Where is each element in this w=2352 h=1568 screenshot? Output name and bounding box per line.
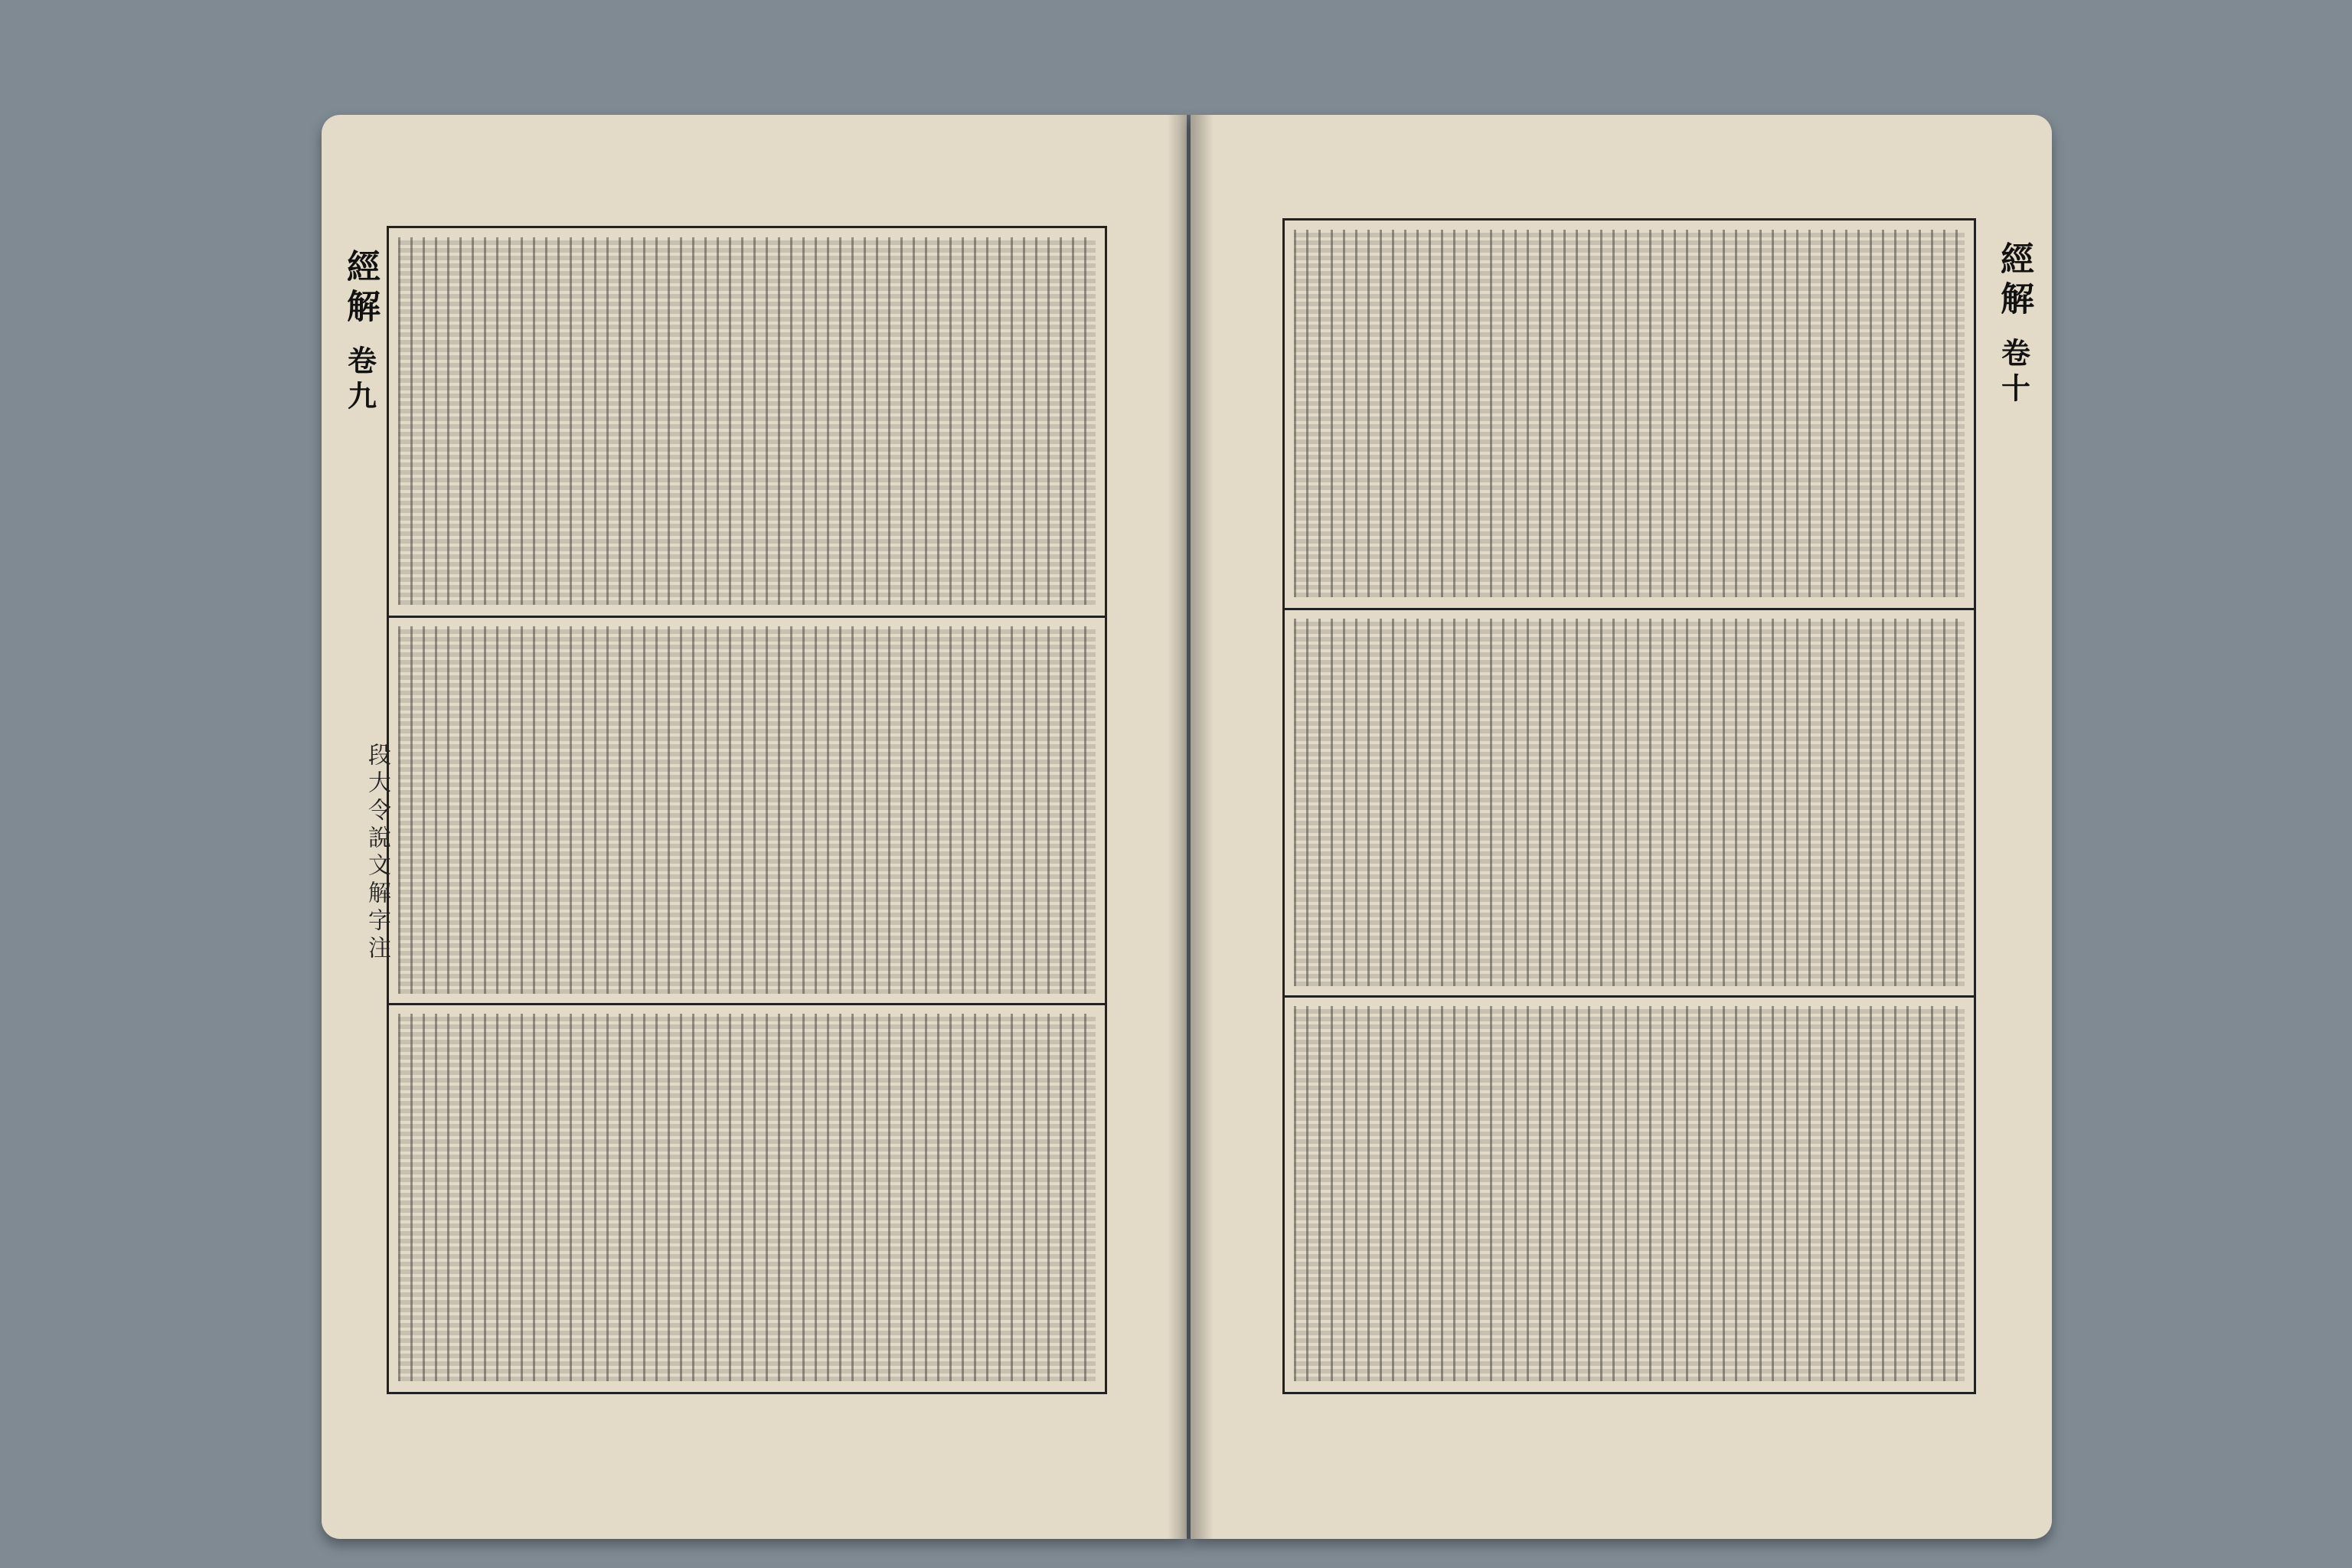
left-register-line-1 — [389, 616, 1105, 618]
left-upper-text-block — [398, 237, 1096, 605]
left-margin-title-upper: 經解 — [341, 249, 380, 328]
right-lower-text-block — [1294, 1006, 1965, 1381]
left-text-frame — [387, 226, 1107, 1394]
right-register-line-1 — [1285, 608, 1974, 610]
left-page — [322, 115, 1187, 1539]
right-margin-strip — [1991, 218, 2037, 1390]
left-middle-text-block — [398, 626, 1096, 994]
right-margin-title-lower: 卷十 — [1996, 338, 2031, 408]
right-register-line-2 — [1285, 995, 1974, 998]
right-page — [1191, 115, 2052, 1539]
open-book — [322, 115, 2052, 1554]
right-middle-text-block — [1294, 619, 1965, 986]
left-margin-title-lower: 卷九 — [342, 345, 377, 416]
left-register-line-2 — [389, 1003, 1105, 1005]
right-margin-title-upper: 經解 — [1994, 241, 2034, 321]
left-footer-title: 段大令說文解字注 — [364, 743, 390, 963]
right-text-frame — [1282, 218, 1976, 1394]
book-gutter — [1168, 115, 1214, 1539]
right-upper-text-block — [1294, 230, 1965, 597]
left-lower-text-block — [398, 1014, 1096, 1381]
